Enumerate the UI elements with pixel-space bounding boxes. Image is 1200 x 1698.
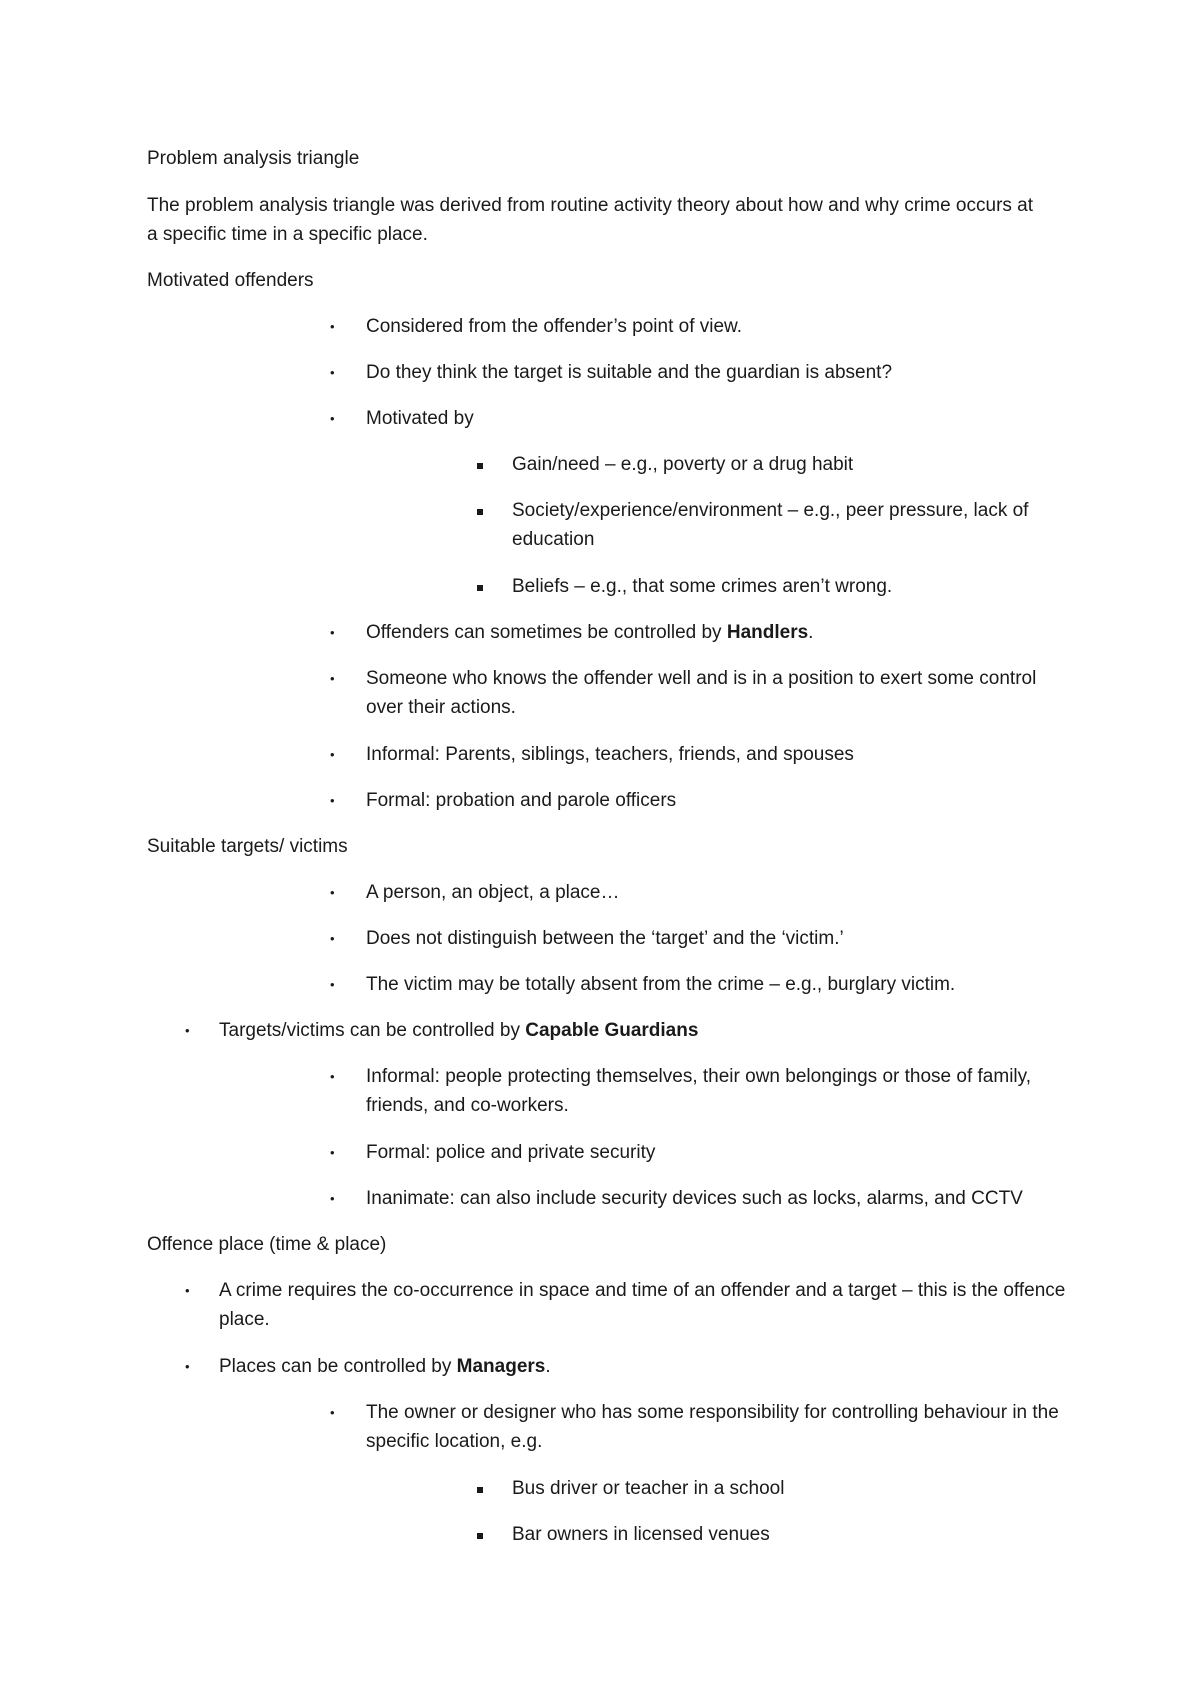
bullet-icon: • xyxy=(330,319,335,334)
bullet-icon: • xyxy=(330,365,335,380)
bullet-icon: • xyxy=(330,1145,335,1160)
guardians-term: Capable Guardians xyxy=(525,1020,699,1041)
square-bullet-icon xyxy=(477,1487,483,1493)
list-item: A person, an object, a place… xyxy=(366,882,620,903)
sub-list-item: Gain/need – e.g., poverty or a drug habit xyxy=(512,454,854,475)
bullet-icon: • xyxy=(185,1359,190,1374)
list-item: The owner or designer who has some responsibility for controlling behaviour in the specific location, e.g. xyxy=(366,1402,1059,1452)
section-heading-offenders: Motivated offenders xyxy=(147,270,314,291)
list-item: Does not distinguish between the ‘target’ and the ‘victim.’ xyxy=(366,928,844,949)
sub-list-item: Society/experience/environment – e.g., peer pressure, lack of education xyxy=(512,500,1029,550)
list-item: The victim may be totally absent from the crime – e.g., burglary victim. xyxy=(366,974,956,995)
list-item: A crime requires the co-occurrence in space and time of an offender and a target – this is the offence place. xyxy=(219,1280,1066,1330)
managers-prefix: Places can be controlled by xyxy=(219,1356,457,1377)
sub-list-item: Bar owners in licensed venues xyxy=(512,1524,770,1545)
sub-list-item: Bus driver or teacher in a school xyxy=(512,1478,785,1499)
guardians-prefix: Targets/victims can be controlled by xyxy=(219,1020,526,1041)
managers-suffix: . xyxy=(545,1356,551,1377)
list-item: Do they think the target is suitable and the guardian is absent? xyxy=(366,362,893,383)
bullet-icon: • xyxy=(330,625,335,640)
list-item: Formal: probation and parole officers xyxy=(366,790,677,811)
bullet-icon: • xyxy=(330,411,335,426)
handlers-suffix: . xyxy=(808,622,814,643)
list-item-handlers xyxy=(366,618,813,647)
document-title: Problem analysis triangle xyxy=(147,148,360,169)
bullet-icon: • xyxy=(330,671,335,686)
handlers-prefix: Offenders can sometimes be controlled by xyxy=(366,622,727,643)
bullet-icon: • xyxy=(185,1283,190,1298)
bullet-icon: • xyxy=(185,1023,190,1038)
bullet-icon: • xyxy=(330,1069,335,1084)
section-heading-place: Offence place (time & place) xyxy=(147,1234,387,1255)
list-item: Informal: people protecting themselves, their own belongings or those of family, friends, and co-workers. xyxy=(366,1066,1031,1116)
bullet-icon: • xyxy=(330,793,335,808)
list-item-guardians xyxy=(219,1016,698,1045)
square-bullet-icon xyxy=(477,1533,483,1539)
intro-paragraph: The problem analysis triangle was derived from routine activity theory about how and why crime occurs at a specific time in a specific place. xyxy=(147,195,1034,245)
bullet-icon: • xyxy=(330,931,335,946)
bullet-icon: • xyxy=(330,1191,335,1206)
square-bullet-icon xyxy=(477,509,483,515)
square-bullet-icon xyxy=(477,585,483,591)
bullet-icon: • xyxy=(330,1405,335,1420)
list-item: Formal: police and private security xyxy=(366,1142,656,1163)
bullet-icon: • xyxy=(330,885,335,900)
list-item: Considered from the offender’s point of view. xyxy=(366,316,743,337)
list-item: Motivated by xyxy=(366,408,474,429)
bullet-icon: • xyxy=(330,747,335,762)
square-bullet-icon xyxy=(477,463,483,469)
list-item: Inanimate: can also include security devices such as locks, alarms, and CCTV xyxy=(366,1188,1023,1209)
sub-list-item: Beliefs – e.g., that some crimes aren’t wrong. xyxy=(512,576,893,597)
handlers-term: Handlers xyxy=(726,622,809,643)
managers-term: Managers xyxy=(456,1356,546,1377)
list-item: Someone who knows the offender well and is in a position to exert some control over their actions. xyxy=(366,668,1037,718)
section-heading-targets: Suitable targets/ victims xyxy=(147,836,348,857)
bullet-icon: • xyxy=(330,977,335,992)
list-item-managers xyxy=(219,1352,551,1381)
list-item: Informal: Parents, siblings, teachers, friends, and spouses xyxy=(366,744,854,765)
